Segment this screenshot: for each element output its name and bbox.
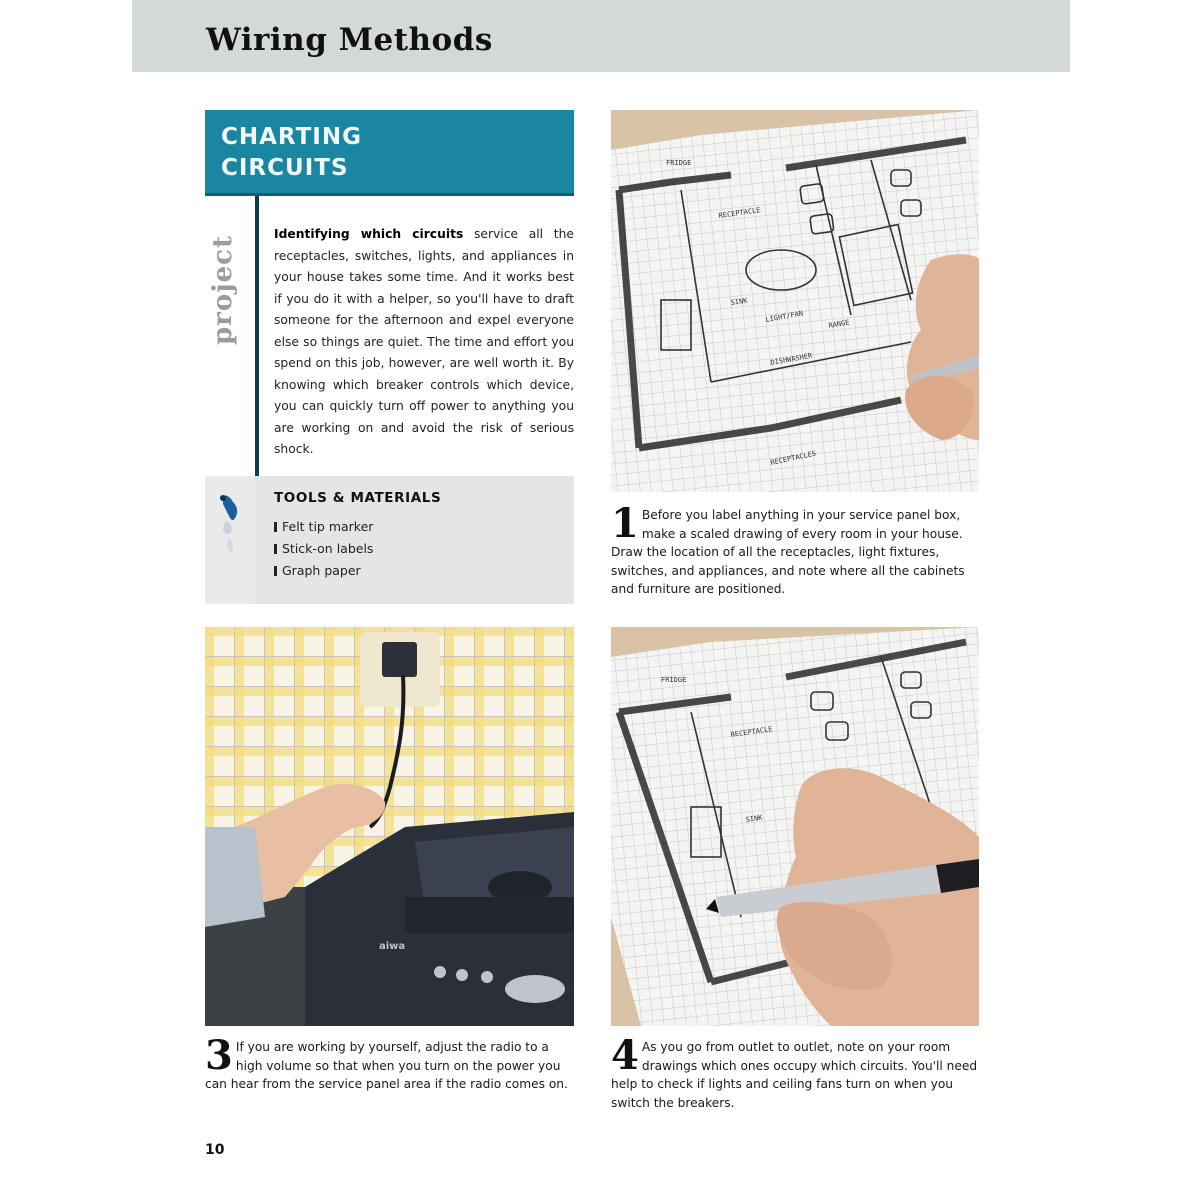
svg-text:RECEPTACLES: RECEPTACLES [769,449,817,467]
intro-lead: Identifying which circuits [274,227,464,241]
chapter-title: Wiring Methods [206,22,493,58]
svg-text:aiwa: aiwa [379,941,406,952]
svg-text:FRIDGE: FRIDGE [666,159,692,167]
bullet-icon [274,566,277,576]
step-4-caption [611,1032,981,1112]
intro-paragraph [274,224,574,461]
floor-plan-photo [611,110,979,492]
tools-item: Felt tip marker [274,516,373,538]
step-number: 4 [611,1032,639,1079]
step-text: As you go from outlet to outlet, note on your room drawings which ones occupy which circuits. You'll need help to check if lights and ceiling fans turn on when you switch the breakers. [611,1040,978,1110]
svg-text:DISHWASHER: DISHWASHER [769,351,813,367]
tools-icon [217,492,247,562]
project-title-line1: CHARTING [221,124,362,150]
page-number: 10 [205,1142,225,1158]
step-text: Before you label anything in your service panel box, make a scaled drawing of every room in your house. Draw the location of all the receptacles, light fixtures, switches, and appliances, and note where all the cabinets and furniture are positioned. [611,508,965,596]
bullet-icon [274,522,277,532]
intro-body: service all the receptacles, switches, lights, and appliances in your house takes some time. And it works best if you do it with a helper, so you'll have to draft someone for the afternoon and expel everyone else so things are quiet. The time and effort you spend on this job, however, are well worth it. By knowing which breaker controls which device, you can quickly turn off power to anything you are working on and avoid the risk of serious shock. [274,227,574,456]
svg-text:RANGE: RANGE [827,318,851,330]
tools-materials-box [205,476,574,604]
project-title-line2: CIRCUITS [221,155,349,181]
step-number: 3 [205,1032,233,1079]
project-title-box [205,110,574,196]
step-number: 1 [611,500,639,547]
tools-item: Stick-on labels [274,538,373,560]
photo-step-4 [611,627,979,1026]
step-3-caption [205,1032,575,1094]
svg-text:LIGHT/FAN: LIGHT/FAN [764,309,804,324]
svg-text:RECEPTACLE: RECEPTACLE [730,725,774,739]
svg-text:FRIDGE: FRIDGE [661,676,687,684]
step-1-caption [611,500,981,599]
photo-step-3 [205,627,574,1026]
tools-item: Graph paper [274,560,373,582]
chapter-header [132,0,1070,72]
floor-plan-marker-photo [611,627,979,1026]
tools-heading: TOOLS & MATERIALS [274,490,442,506]
radio-photo [205,627,574,1026]
project-title [221,122,362,184]
svg-text:RECEPTACLE: RECEPTACLE [718,206,762,220]
tools-icon-column [205,476,255,604]
svg-text:SINK: SINK [745,813,763,824]
svg-text:SINK: SINK [730,296,748,307]
tools-list [274,516,373,582]
photo-step-1 [611,110,979,492]
project-side-label: project [208,234,239,346]
bullet-icon [274,544,277,554]
step-text: If you are working by yourself, adjust the radio to a high volume so that when you turn on the power you can hear from the service panel area if the radio comes on. [205,1040,568,1091]
